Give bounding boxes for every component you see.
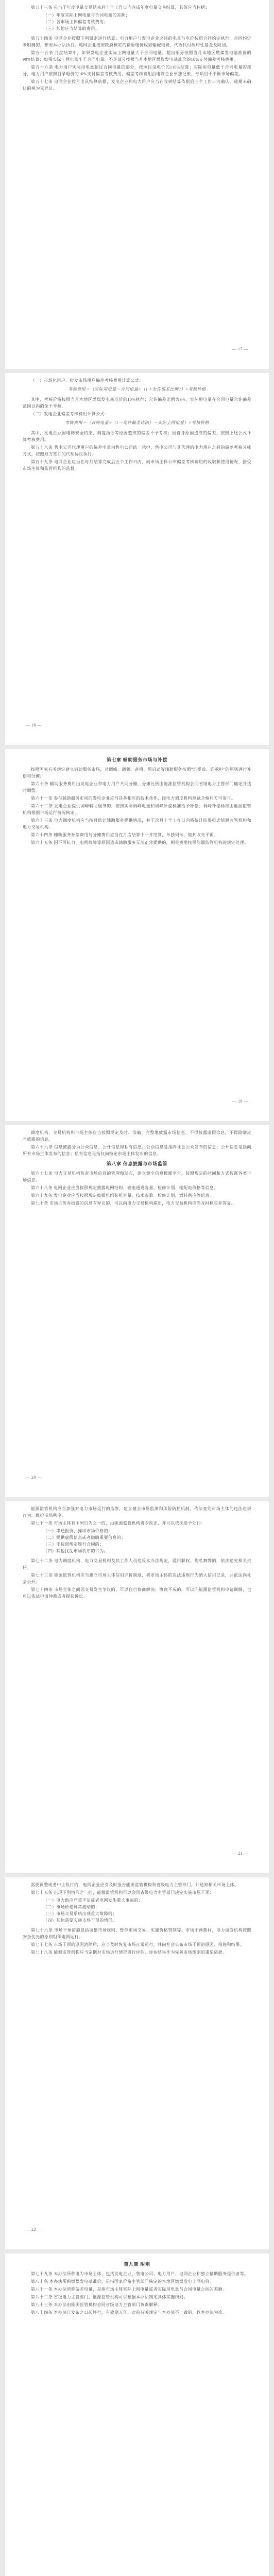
list-item: （二）提供虚假信息或者隐瞒重要信息的；: [43, 1535, 126, 1540]
paragraph: 能源监管机构应当加强对电力市场运行的监管，建立健全市场监测和风险防控机制，依法查处市场主体的违法违规行为，维护市场秩序。: [23, 1506, 251, 1518]
chapter-heading: 第九章 附则: [124, 2262, 150, 2267]
page-number: — 20 —: [26, 1475, 42, 1480]
paragraph: 第七十九条 本办法所称电力市场主体，包括发电企业、售电公司、电力用户、电网企业和独立辅助服务提供者等。: [31, 2272, 249, 2276]
paragraph: 第五十八条 售电公司代理用户的偏差电量由售电公司统一承担，售电公司与其代理的电力用户之间的偏差考核分摊方式，按照双方签订的代理协议执行。: [23, 445, 251, 456]
paragraph: 第五十五条 月度结算中，如果发电企业实际上网电量大于合同电量，超出部分按照当月本地区燃煤发电基准价的90%结算；如果实际上网电量小于合同电量，不足部分按照当月本地区燃煤发电基准价的10%支付偏差考核费用。: [23, 50, 251, 62]
chapter-heading: 第八章 信息披露与市场监管: [106, 1161, 168, 1166]
document-page: [5, 749, 269, 1121]
paragraph: （一）市场化用户、批发市场用户偏差考核费用计算公式：: [31, 378, 144, 383]
paragraph: 需要调整或者中止执行的，电网企业应当及时报告能源监管机构和省级电力主管部门，并通知相关市场主体。: [31, 1883, 239, 1887]
paragraph: 第八十二条 省级电力主管部门、能源监管机构可以根据本办法制定具体实施细则。: [31, 2295, 188, 2299]
paragraph: 第六十八条 电网企业应当按照规定披露电网结构、输电通道容量、检修计划、输配电价格等信息。: [31, 1185, 218, 1190]
list-item: （四）其他需要实施市场干预的情形。: [43, 1918, 117, 1923]
paragraph: （二）发电企业偏差考核费用计算公式：: [31, 412, 109, 416]
item-list: [43, 12, 251, 32]
paragraph: 第八十三条 本办法由能源监管机构会同省级电力主管部门负责解释。: [31, 2302, 162, 2307]
paragraph: 第五十三条 应当于年度电量交易结束后十个工作日内完成年度电量交易结算，具体应当包括：: [31, 5, 210, 10]
list-item: （一）串通报价、操纵市场价格的；: [43, 1529, 113, 1533]
list-item: （三）其他应当结算的费用。: [43, 26, 100, 31]
document-page: [5, 0, 269, 369]
paragraph: 第七十三条 能源监管机构应当建立市场主体信用评价制度，将市场主体的违法违规行为纳入信用记录，并依法向社会公开。: [23, 1573, 251, 1584]
list-item: （二）市场价格异常波动的；: [43, 1905, 100, 1909]
paragraph: 调度机构、交易机构和市场主体应当按照规定及时、准确、完整地披露市场信息，不得披露虚假信息，不得隐瞒应当披露的信息。: [23, 1130, 251, 1142]
paragraph: 其中，考核价格按照当月本地区燃煤发电基准价的10%执行；允许偏差比例为3%，实际用电量在合同电量允许偏差范围以内的免于考核。: [23, 397, 251, 409]
paragraph: 第七十一条 市场主体有下列行为之一的，由能源监管机构责令改正，并可以依法给予处罚：: [31, 1521, 206, 1526]
paragraph: 第六十六条 信息披露分为公众信息、公开信息和私有信息。公众信息是指向社会公众发布的信息；公开信息是指向所有市场主体发布的信息；私有信息是指仅向特定市场主体发布的信息。: [23, 1145, 251, 1156]
page-number: — 19 —: [232, 1099, 248, 1104]
paragraph: 按照国家有关规定建立辅助服务市场，对调峰、调频、备用、黑启动等辅助服务按照“谁受益、谁承担”的原则进行补偿和分摊。: [23, 767, 251, 778]
page-number: — 21 —: [232, 1851, 248, 1856]
list-item: （三）市场交易系统出现重大故障的；: [43, 1911, 117, 1916]
paragraph: 第六十五条 因不可抗力、电网故障等原因造成辅助服务无法正常提供的，相关费用按照能源监管机构的规定处理。: [31, 840, 249, 845]
formula: 考核费用＝（实际用电量－合同电量×（1＋允许偏差比例））×考核价格: [68, 387, 206, 392]
list-item: （一）年度实际上网电量与合同电量的差额；: [43, 13, 130, 18]
document-page: [5, 1877, 269, 2249]
chapter-heading: 第七章 辅助服务市场与补偿: [106, 757, 168, 762]
paragraph: 第五十九条 电网企业应当在每月结算完成后五个工作日内，向市场主体公布偏差考核费用的收取和使用情况，接受市场主体和监管机构的监督。: [23, 460, 251, 471]
paragraph: 第八十一条 本办法所称偏差电量，是指市场主体实际上网电量或者实际用电量与合同电量之间的差额。: [31, 2287, 227, 2292]
paragraph: 第六十四条 辅助服务补偿费用与分摊费用应当在月度结算中一并结算，单独列示，做到收支平衡。: [31, 833, 218, 837]
document-page: [5, 2253, 269, 2576]
paragraph: 第六十九条 发电企业应当按照规定披露机组装机容量、技术参数、检修计划、燃料供应等信息。: [31, 1193, 214, 1198]
paragraph: 第五十七条 电网企业按月出具结算依据，发电企业和电力用户应当在收到结算依据后三个工作日内确认，逾期未确认的视为无异议。: [23, 79, 251, 91]
list-item: （一）电力供应严重不足或者电网发生重大事故的；: [43, 1898, 143, 1903]
document-page: [5, 373, 269, 745]
paragraph: 其中，发电企业因电网安全约束、调度指令等原因造成的偏差不予考核；因自身原因造成的偏差，按照上述公式计算考核费用。: [23, 431, 251, 442]
paragraph: 第七十六条 市场干预措施包括调整市场规则、暂停市场交易、实施价格管制等。市场干预期间，电力调度机构按照安全优先的原则组织电网运行。: [23, 1928, 251, 1939]
paragraph: 第五十四条 电网企业按照下列原则进行结算：电力用户与发电企业之间的电量与电价按照合同约定执行，合同约定未明确的，参照本办法执行。电网企业按照政府核定的输配电价收取输配电费，代收代付政府性基金及附加。: [23, 36, 251, 47]
item-list: [43, 1897, 251, 1924]
page-number: — 22 —: [26, 2227, 42, 2232]
list-item: （三）不按照规定履行合同的；: [43, 1542, 104, 1547]
item-list: [43, 1528, 251, 1554]
paragraph: 第七十条 市场主体对披露的信息有异议的，可以向电力交易机构提出，电力交易机构应当及时核实并答复。: [31, 1201, 236, 1206]
paragraph: 第七十二条 电力调度机构、电力交易机构及其工作人员违反本办法规定，滥用职权、徇私舞弊的，依法追究相关责任。: [23, 1558, 251, 1570]
paragraph: 第七十八条 能源监管机构应当定期对市场运行情况进行评估，评估结果作为完善市场规则的重要依据。: [31, 1950, 227, 1955]
paragraph: 第五十六条 电力用户实际用电量超过合同电量的部分，按照目录电价的110%结算；实际用电量低于合同电量的部分，电力用户按照目录电价的10%支付偏差考核费用。偏差考核费用由电网企业单独记账，专项用于平衡市场偏差。: [23, 65, 251, 76]
document-page: [5, 1125, 269, 1497]
formula: 考核费用＝（合同电量×（1－允许偏差比例）－实际上网电量）×考核价格: [65, 420, 209, 425]
page-number: — 18 —: [26, 723, 42, 727]
paragraph: 第七十四条 市场主体之间因交易发生争议的，可以自行协商解决；协商不成的，可以向能源监管机构申请调解，也可以依法申请仲裁或者提起诉讼。: [23, 1587, 251, 1599]
paragraph: 第六十三条 电力调度机构应当按月统计辅助服务提供情况，并于次月十个工作日内将统计结果报送能源监管机构和电力交易机构。: [23, 818, 251, 829]
paragraph: 第八十条 本办法所称燃煤发电基准价，是指国家价格主管部门核定的本地区燃煤发电上网电价。: [31, 2279, 214, 2284]
paragraph: 第六十七条 电力交易机构负责市场信息的管理和发布，建立健全信息披露平台，按照规定的时间和方式披露各类市场信息。: [23, 1171, 251, 1182]
document-page: [5, 1501, 269, 1873]
paragraph: 第七十七条 市场干预的原因消除后，应当及时恢复市场正常运行，并向社会公布市场干预的原因、措施和结果。: [31, 1942, 244, 1947]
paragraph: 第六十二条 发电企业提供调峰辅助服务的，按照实际调峰电量和调峰补偿标准给予补偿；调峰补偿标准由能源监管机构根据市场运行情况核定。: [23, 804, 251, 815]
paragraph: 第八十四条 本办法自发布之日起施行，有效期五年。此前有关规定与本办法不一致的，以本办法为准。: [31, 2310, 227, 2315]
paragraph: 第六十一条 参与辅助服务市场的发电企业应当具备相应的技术条件，经电力调度机构测试合格后方可参与。: [31, 796, 236, 801]
paragraph: 第七十五条 出现下列情形之一的，能源监管机构可以会同省级电力主管部门决定实施市场干预：: [31, 1890, 214, 1895]
page-number: — 17 —: [232, 347, 248, 351]
list-item: （四）其他扰乱市场秩序的行为。: [43, 1549, 108, 1553]
paragraph: 第六十条 辅助服务费用由发电企业和电力用户共同分摊，分摊比例由能源监管机构会同省级电力主管部门确定并适时调整。: [23, 782, 251, 793]
list-item: （二）各市场主体偏差考核费用；: [43, 20, 108, 24]
